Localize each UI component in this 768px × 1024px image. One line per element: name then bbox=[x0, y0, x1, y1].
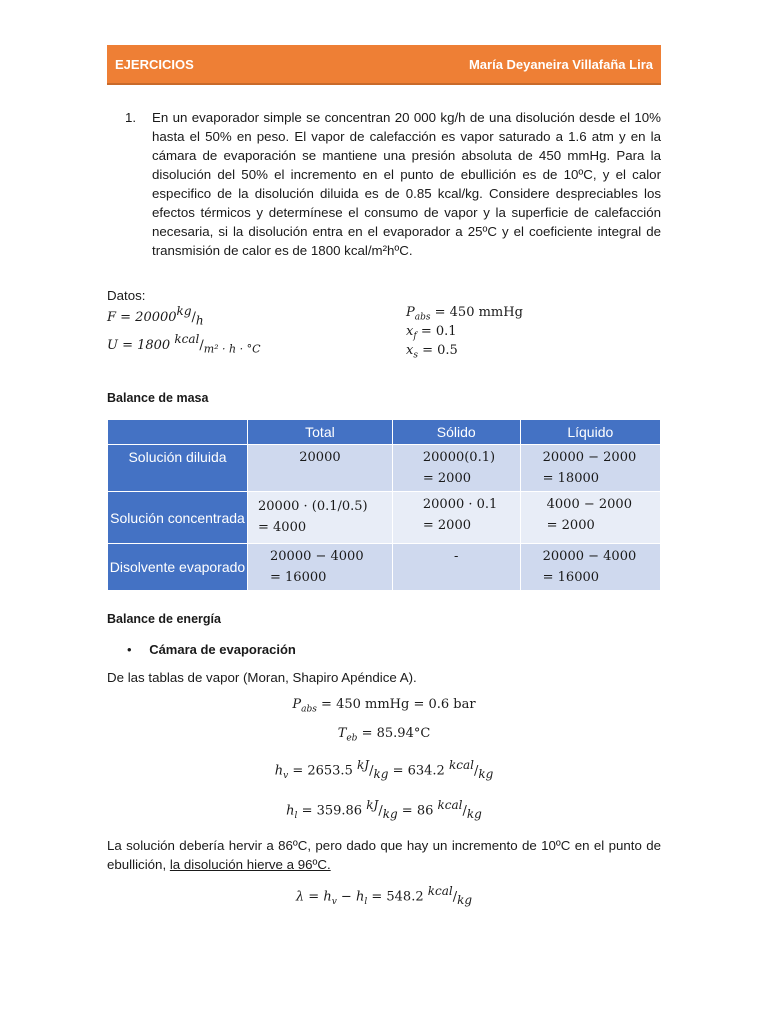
table-row bbox=[108, 544, 661, 591]
cell-total: 20000 − 4000 = 16000 bbox=[248, 544, 393, 591]
page-header bbox=[107, 45, 661, 85]
cell-total: 20000 bbox=[248, 445, 393, 492]
cell-solido: - bbox=[392, 544, 520, 591]
cell-solido: 20000(0.1) = 2000 bbox=[392, 445, 520, 492]
bullet-item bbox=[127, 642, 296, 657]
row-label: Solución concentrada bbox=[108, 492, 248, 544]
balance-masa-title: Balance de masa bbox=[107, 391, 209, 405]
underlined-conclusion: la disolución hierve a 96ºC. bbox=[169, 857, 331, 872]
datos-U: U = 1800 $^{kcal}/_{m^2 \cdot h \cdot ^\circ C}$ bbox=[107, 332, 261, 356]
datos-label: Datos: bbox=[107, 288, 146, 303]
table-row bbox=[108, 445, 661, 492]
intro-text: De las tablas de vapor (Moran, Shapiro Apéndice A). bbox=[107, 670, 417, 685]
problem-number: 1. bbox=[125, 110, 137, 125]
cell-total: 20000 · (0.1/0.5) = 4000 bbox=[248, 492, 393, 544]
datos-xf: $x_f = 0.1$ bbox=[406, 324, 457, 342]
datos-xs: $x_s = 0.5$ bbox=[406, 343, 458, 361]
cell-liquido: 20000 − 2000 = 18000 bbox=[520, 445, 660, 492]
header-author: María Deyaneira Villafaña Lira bbox=[468, 57, 653, 72]
equation-teb: $T_{eb} = 85.94^\circ C$ bbox=[337, 726, 431, 744]
cell-solido: 20000 · 0.1 = 2000 bbox=[392, 492, 520, 544]
problem-text: En un evaporador simple se concentran 20 000 kg/h de una disolución desde el 10% hasta el 50% en peso. El vapor de calefacción es vapor saturado a 1.6 atm y en la cámara de evaporación se mantiene una presión absoluta de 450 mmHg. Para la disolución del 50% el incremento en el punto de ebullición es de 10ºC, y el calor especifico de la disolución diluida es de 0.85 kcal/kg. Considere despreciables los efectos térmicos y determínese el consumo de vapor y la superficie de calefacción necesaria, si la disolución entra en el evaporador a 25ºC y el coeficiente integral de transmisión de calor es de 1800 kcal/m²hºC. bbox=[152, 110, 661, 258]
equation-hv: $h_v = 2653.5$ $^{kJ}/_{kg} = 634.2$ $^{kcal}/_{kg}$ bbox=[274, 758, 494, 781]
table-header-cell: Líquido bbox=[520, 420, 660, 445]
table-header-cell: Sólido bbox=[392, 420, 520, 445]
table-header-cell: Total bbox=[248, 420, 393, 445]
problem-statement bbox=[125, 108, 661, 260]
header-section-title: EJERCICIOS bbox=[115, 57, 194, 72]
cell-liquido: 20000 − 4000 = 16000 bbox=[520, 544, 660, 591]
row-label: Solución diluida bbox=[108, 445, 248, 492]
table-header-row bbox=[108, 420, 661, 445]
equation-hl: $h_l = 359.86$ $^{kJ}/_{kg} = 86$ $^{kcal}/_{kg}$ bbox=[286, 798, 482, 821]
balance-energia-title: Balance de energía bbox=[107, 612, 221, 626]
table-row bbox=[108, 492, 661, 544]
equation-lambda: $\lambda = h_v - h_l = 548.2$ $^{kcal}/_{kg}$ bbox=[295, 884, 473, 907]
mass-balance-table bbox=[107, 419, 661, 591]
paragraph-boiling: La solución debería hervir a 86ºC, pero dado que hay un incremento de 10ºC en el punto de ebullición, la disolución hierve a 96ºC. bbox=[107, 838, 661, 872]
bullet-label: Cámara de evaporación bbox=[149, 642, 296, 657]
datos-Pabs: $P_{abs} = 450$ mmHg bbox=[406, 305, 523, 323]
table-header-cell bbox=[108, 420, 248, 445]
datos-F: $F = 20000^{kg}/_h$ bbox=[107, 304, 204, 328]
cell-liquido: 4000 − 2000 = 2000 bbox=[520, 492, 660, 544]
row-label: Disolvente evaporado bbox=[108, 544, 248, 591]
bullet-icon: • bbox=[127, 642, 132, 657]
equation-pabs: $P_{abs} = 450$ mmHg = 0.6 bar bbox=[292, 697, 476, 715]
